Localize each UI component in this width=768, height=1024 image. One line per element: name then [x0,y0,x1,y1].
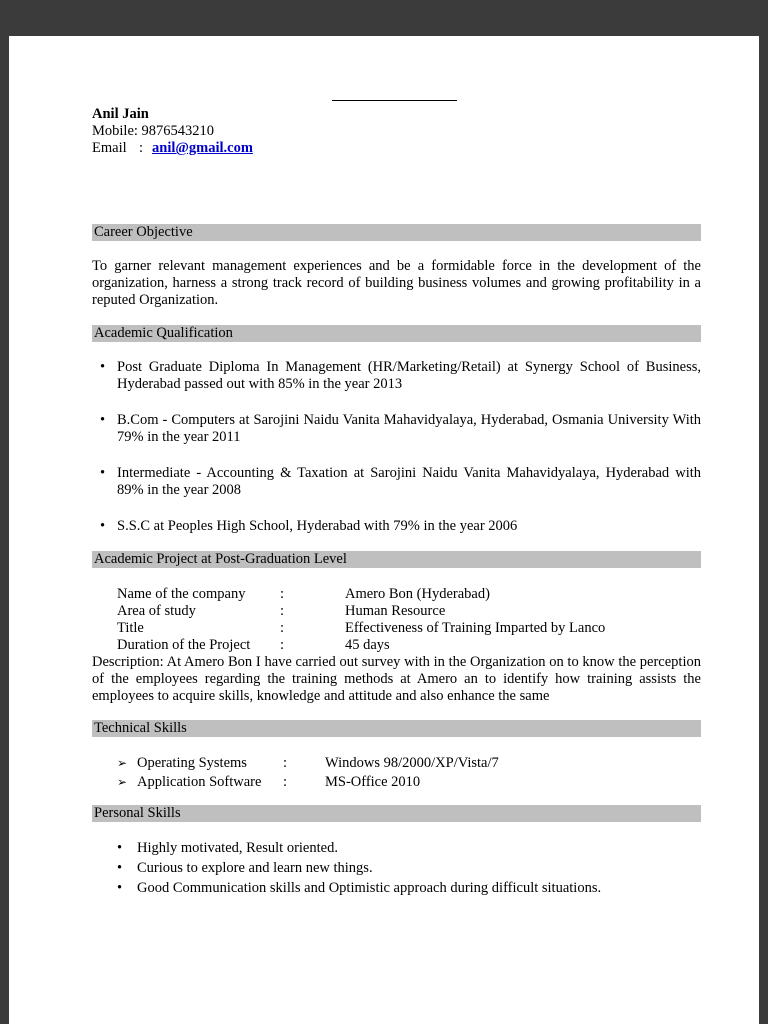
section-header-personal-skills: Personal Skills [92,805,701,822]
career-objective-text: To garner relevant management experiences and be a formidable force in the development of the organization, harness a strong track record of building business volumes and growing profitability in a reputed Organization. [92,258,701,308]
qualification-text: Post Graduate Diploma In Management (HR/Marketing/Retail) at Synergy School of Business, Hyderabad passed out with 85% in the year 2013 [117,359,701,392]
bullet-icon: • [100,359,106,375]
project-field-label: Title [117,620,144,636]
bullet-icon: • [117,880,123,896]
table-row [92,603,701,620]
mobile-line: Mobile: 9876543210 [92,123,215,139]
arrow-bullet-icon: ➢ [117,775,128,789]
project-field-separator: : [280,620,285,636]
skill-label: Operating Systems [137,755,247,771]
bullet-icon: • [100,412,106,428]
project-field-separator: : [280,637,285,653]
bullet-icon: • [117,840,123,856]
header-divider-line [332,100,457,101]
bullet-icon: • [100,518,106,534]
candidate-name: Anil Jain [92,106,149,122]
email-link[interactable]: anil@gmail.com [152,140,253,156]
qualification-text: S.S.C at Peoples High School, Hyderabad with 79% in the year 2006 [117,518,518,534]
skill-value: MS-Office 2010 [325,774,421,790]
document-page [9,36,759,1024]
qualification-text: B.Com - Computers at Sarojini Naidu Vanita Mahavidyalaya, Hyderabad, Osmania University With 79% in the year 2011 [117,412,701,445]
list-item [92,518,701,535]
project-field-value: Amero Bon (Hyderabad) [345,586,490,602]
document-content [9,100,759,897]
list-item [92,860,701,877]
personal-skills-list [92,840,701,897]
personal-skill-text: Curious to explore and learn new things. [137,860,373,876]
project-description: Description: At Amero Bon I have carried out survey with in the Organization on to know the perception of the employees regarding the training methods at Amero an to identify how training assists the employees to acquire skills, knowledge and attitude and also enhance the same [92,654,701,704]
qualification-text: Intermediate - Accounting & Taxation at Sarojini Naidu Vanita Mahavidyalaya, Hyderabad with 89% in the year 2008 [117,465,701,498]
section-header-academic-qualification: Academic Qualification [92,325,701,342]
skill-separator: : [283,774,288,790]
list-item [92,774,701,791]
table-row [92,586,701,603]
project-field-value: 45 days [345,637,390,653]
list-item [92,359,701,393]
arrow-bullet-icon: ➢ [117,756,128,770]
list-item [92,880,701,897]
section-header-academic-project: Academic Project at Post-Graduation Level [92,551,701,568]
table-row [92,637,701,654]
section-header-career-objective: Career Objective [92,224,701,241]
project-field-separator: : [280,586,285,602]
email-line [92,140,701,157]
email-label: Email [92,140,127,156]
project-field-value: Effectiveness of Training Imparted by Lanco [345,620,606,636]
skill-separator: : [283,755,288,771]
bullet-icon: • [100,465,106,481]
project-field-value: Human Resource [345,603,446,619]
skill-label: Application Software [137,774,262,790]
technical-skills-list [92,755,701,791]
skill-value: Windows 98/2000/XP/Vista/7 [325,755,499,771]
academic-qualification-list [92,359,701,535]
bullet-icon: • [117,860,123,876]
project-details-table [92,586,701,654]
project-field-label: Area of study [117,603,196,619]
personal-skill-text: Good Communication skills and Optimistic approach during difficult situations. [137,880,602,896]
section-header-technical-skills: Technical Skills [92,720,701,737]
email-separator: : [139,140,144,156]
project-field-label: Name of the company [117,586,246,602]
list-item [92,755,701,772]
list-item [92,840,701,857]
table-row [92,620,701,637]
project-field-separator: : [280,603,285,619]
list-item [92,465,701,499]
personal-skill-text: Highly motivated, Result oriented. [137,840,338,856]
list-item [92,412,701,446]
project-field-label: Duration of the Project [117,637,251,653]
